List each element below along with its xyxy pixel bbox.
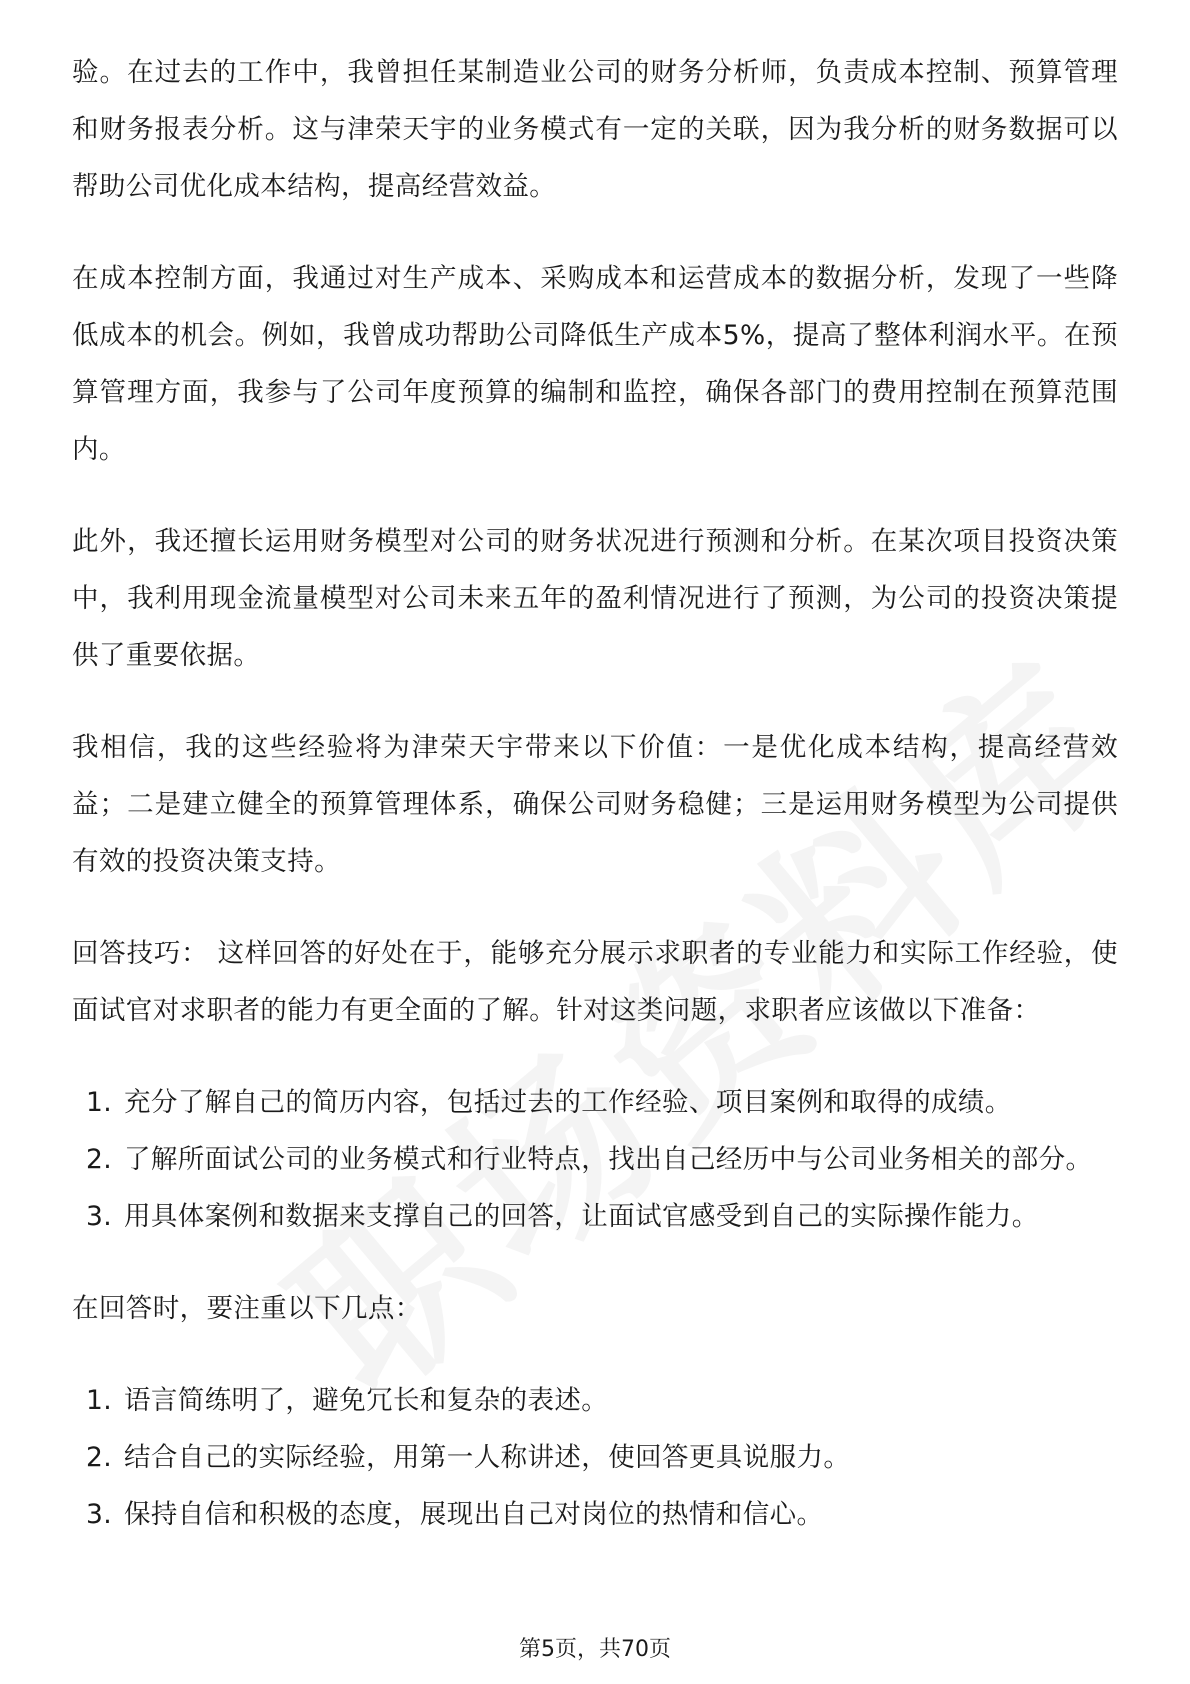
list-item-text: 保持自信和积极的态度，展现出自己对岗位的热情和信心。 (124, 1499, 824, 1530)
list-number: 3. (86, 1499, 113, 1530)
paragraph: 在成本控制方面，我通过对生产成本、采购成本和运营成本的数据分析，发现了一些降低成本的机会。例如，我曾成功帮助公司降低生产成本5%，提高了整体利润水平。在预算管理方面，我参与了公司年度预算的编制和监控，确保各部门的费用控制在预算范围内。 (72, 263, 1118, 465)
list-item-text: 充分了解自己的简历内容，包括过去的工作经验、项目案例和取得的成绩。 (124, 1087, 1012, 1118)
list-number: 1. (86, 1385, 113, 1416)
list-item (72, 1131, 1118, 1188)
points-list (72, 1372, 1118, 1543)
list-item (72, 1486, 1118, 1543)
paragraph: 此外，我还擅长运用财务模型对公司的财务状况进行预测和分析。在某次项目投资决策中，我利用现金流量模型对公司未来五年的盈利情况进行了预测，为公司的投资决策提供了重要依据。 (72, 526, 1118, 671)
paragraph: 在回答时，要注重以下几点： (72, 1293, 422, 1324)
list-item-text: 了解所面试公司的业务模式和行业特点，找出自己经历中与公司业务相关的部分。 (124, 1144, 1093, 1175)
list-number: 2. (86, 1144, 113, 1175)
list-item-text: 结合自己的实际经验，用第一人称讲述，使回答更具说服力。 (124, 1442, 851, 1473)
list-number: 1. (86, 1087, 113, 1118)
list-item (72, 1372, 1118, 1429)
list-item-text: 用具体案例和数据来支撑自己的回答，让面试官感受到自己的实际操作能力。 (124, 1201, 1039, 1232)
list-item (72, 1429, 1118, 1486)
document-body (72, 44, 1118, 1578)
list-number: 2. (86, 1442, 113, 1473)
preparation-list (72, 1074, 1118, 1245)
list-item (72, 1074, 1118, 1131)
paragraph: 我相信，我的这些经验将为津荣天宇带来以下价值：一是优化成本结构，提高经营效益；二是建立健全的预算管理体系，确保公司财务稳健；三是运用财务模型为公司提供有效的投资决策支持。 (72, 732, 1118, 877)
list-item-text: 语言简练明了，避免冗长和复杂的表述。 (124, 1385, 609, 1416)
paragraph-answer-tips: 回答技巧： 这样回答的好处在于，能够充分展示求职者的专业能力和实际工作经验，使面试官对求职者的能力有更全面的了解。针对这类问题，求职者应该做以下准备： (72, 938, 1118, 1026)
paragraph: 验。在过去的工作中，我曾担任某制造业公司的财务分析师，负责成本控制、预算管理和财务报表分析。这与津荣天宇的业务模式有一定的关联，因为我分析的财务数据可以帮助公司优化成本结构，提高经营效益。 (72, 57, 1118, 202)
list-item (72, 1188, 1118, 1245)
list-number: 3. (86, 1201, 113, 1232)
page-footer: 第5页，共70页 (519, 1637, 671, 1662)
